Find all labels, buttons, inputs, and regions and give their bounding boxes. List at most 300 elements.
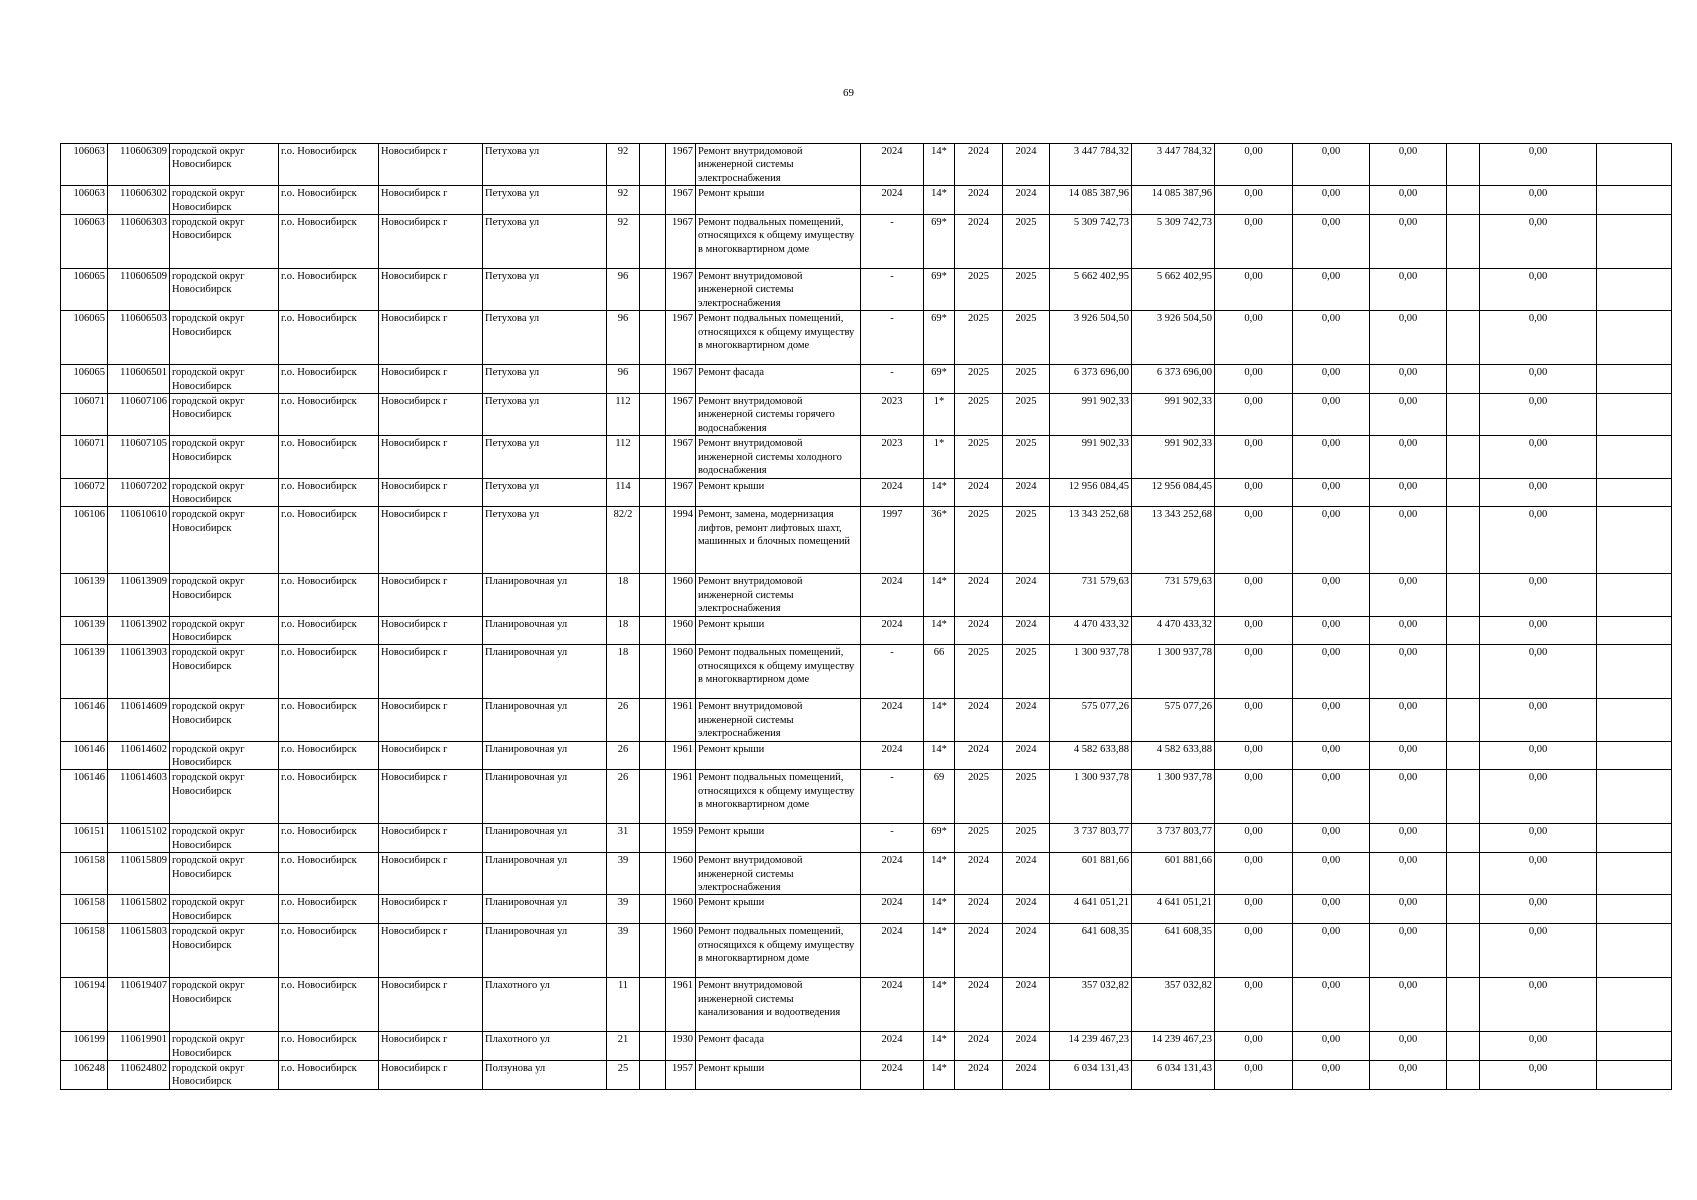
table-row: [61, 186, 1672, 215]
cell-sum1: 5 662 402,95: [1050, 269, 1132, 311]
cell-code: 110606501: [108, 365, 170, 394]
cell-mun: г.о. Новосибирск: [279, 895, 379, 924]
cell-v6: [1597, 365, 1672, 394]
cell-house: 26: [607, 741, 640, 770]
cell-v4: [1447, 645, 1480, 699]
cell-v2: 0,00: [1293, 436, 1370, 478]
cell-v2: 0,00: [1293, 215, 1370, 269]
cell-work: Ремонт подвальных помещений, относящихся к общему имуществу в многоквартирном доме: [696, 215, 861, 269]
cell-v5: 0,00: [1480, 478, 1597, 507]
cell-v1: 0,00: [1215, 616, 1293, 645]
cell-v4: [1447, 436, 1480, 478]
cell-v5: 0,00: [1480, 144, 1597, 186]
cell-mun: г.о. Новосибирск: [279, 1032, 379, 1061]
cell-house: 21: [607, 1032, 640, 1061]
cell-v2: 0,00: [1293, 269, 1370, 311]
cell-v3: 0,00: [1370, 645, 1447, 699]
cell-y2: 2025: [955, 824, 1003, 853]
cell-v1: 0,00: [1215, 978, 1293, 1032]
cell-note: 1*: [924, 394, 955, 436]
cell-v5: 0,00: [1480, 645, 1597, 699]
cell-street: Петухова ул: [483, 269, 607, 311]
cell-work: Ремонт крыши: [696, 895, 861, 924]
cell-work: Ремонт внутридомовой инженерной системы холодного водоснабжения: [696, 436, 861, 478]
cell-house: 92: [607, 215, 640, 269]
cell-y1: 2024: [861, 978, 924, 1032]
cell-okrug: городской округ Новосибирск: [170, 824, 279, 853]
table-row: [61, 645, 1672, 699]
cell-note: 14*: [924, 895, 955, 924]
cell-y2: 2024: [955, 144, 1003, 186]
cell-corp: [640, 1061, 666, 1090]
cell-y1: 2024: [861, 1061, 924, 1090]
cell-sum1: 991 902,33: [1050, 436, 1132, 478]
cell-v6: [1597, 574, 1672, 616]
cell-sum1: 13 343 252,68: [1050, 507, 1132, 574]
cell-id: 106146: [61, 699, 108, 741]
page-number: 69: [843, 87, 854, 99]
cell-work: Ремонт внутридомовой инженерной системы канализования и водоотведения: [696, 978, 861, 1032]
cell-v1: 0,00: [1215, 311, 1293, 365]
cell-sum2: 3 737 803,77: [1132, 824, 1215, 853]
cell-y3: 2024: [1003, 616, 1050, 645]
cell-id: 106065: [61, 365, 108, 394]
cell-sum2: 5 662 402,95: [1132, 269, 1215, 311]
cell-house: 96: [607, 365, 640, 394]
cell-v3: 0,00: [1370, 436, 1447, 478]
cell-city: Новосибирск г: [379, 507, 483, 574]
cell-y3: 2024: [1003, 144, 1050, 186]
cell-y2: 2024: [955, 1032, 1003, 1061]
cell-code: 110606302: [108, 186, 170, 215]
cell-v3: 0,00: [1370, 144, 1447, 186]
cell-note: 1*: [924, 436, 955, 478]
cell-work: Ремонт фасада: [696, 365, 861, 394]
cell-v1: 0,00: [1215, 478, 1293, 507]
cell-v5: 0,00: [1480, 186, 1597, 215]
cell-street: Планировочная ул: [483, 645, 607, 699]
cell-v3: 0,00: [1370, 574, 1447, 616]
cell-work: Ремонт крыши: [696, 741, 861, 770]
cell-v4: [1447, 699, 1480, 741]
cell-code: 110613902: [108, 616, 170, 645]
cell-okrug: городской округ Новосибирск: [170, 144, 279, 186]
cell-y2: 2025: [955, 365, 1003, 394]
cell-id: 106063: [61, 144, 108, 186]
cell-y2: 2024: [955, 978, 1003, 1032]
cell-okrug: городской округ Новосибирск: [170, 616, 279, 645]
cell-year: 1960: [666, 895, 696, 924]
table-row: [61, 574, 1672, 616]
cell-okrug: городской округ Новосибирск: [170, 574, 279, 616]
cell-y1: 2023: [861, 394, 924, 436]
cell-city: Новосибирск г: [379, 1061, 483, 1090]
cell-y2: 2025: [955, 436, 1003, 478]
cell-v1: 0,00: [1215, 853, 1293, 895]
cell-note: 14*: [924, 924, 955, 978]
cell-v1: 0,00: [1215, 574, 1293, 616]
cell-y3: 2025: [1003, 311, 1050, 365]
cell-y2: 2024: [955, 699, 1003, 741]
cell-street: Планировочная ул: [483, 824, 607, 853]
cell-sum2: 575 077,26: [1132, 699, 1215, 741]
cell-city: Новосибирск г: [379, 895, 483, 924]
cell-y3: 2025: [1003, 394, 1050, 436]
cell-code: 110606503: [108, 311, 170, 365]
cell-v4: [1447, 311, 1480, 365]
table-row: [61, 311, 1672, 365]
cell-v5: 0,00: [1480, 311, 1597, 365]
cell-mun: г.о. Новосибирск: [279, 741, 379, 770]
cell-v3: 0,00: [1370, 269, 1447, 311]
cell-work: Ремонт подвальных помещений, относящихся к общему имуществу в многоквартирном доме: [696, 924, 861, 978]
table-row: [61, 394, 1672, 436]
cell-y1: 2024: [861, 699, 924, 741]
cell-work: Ремонт внутридомовой инженерной системы электроснабжения: [696, 269, 861, 311]
table-row: [61, 507, 1672, 574]
cell-street: Планировочная ул: [483, 853, 607, 895]
cell-corp: [640, 478, 666, 507]
cell-v3: 0,00: [1370, 365, 1447, 394]
cell-okrug: городской округ Новосибирск: [170, 186, 279, 215]
cell-v2: 0,00: [1293, 924, 1370, 978]
cell-id: 106065: [61, 311, 108, 365]
cell-v2: 0,00: [1293, 978, 1370, 1032]
cell-v1: 0,00: [1215, 215, 1293, 269]
cell-corp: [640, 144, 666, 186]
cell-v6: [1597, 645, 1672, 699]
cell-city: Новосибирск г: [379, 186, 483, 215]
cell-y1: 1997: [861, 507, 924, 574]
cell-v4: [1447, 741, 1480, 770]
cell-note: 14*: [924, 1032, 955, 1061]
cell-y3: 2024: [1003, 478, 1050, 507]
cell-v2: 0,00: [1293, 365, 1370, 394]
cell-v1: 0,00: [1215, 770, 1293, 824]
cell-v3: 0,00: [1370, 895, 1447, 924]
cell-house: 112: [607, 394, 640, 436]
cell-year: 1961: [666, 699, 696, 741]
cell-work: Ремонт подвальных помещений, относящихся к общему имуществу в многоквартирном доме: [696, 311, 861, 365]
cell-y3: 2024: [1003, 853, 1050, 895]
cell-year: 1967: [666, 394, 696, 436]
cell-mun: г.о. Новосибирск: [279, 186, 379, 215]
cell-v1: 0,00: [1215, 824, 1293, 853]
cell-sum1: 4 470 433,32: [1050, 616, 1132, 645]
cell-sum2: 12 956 084,45: [1132, 478, 1215, 507]
cell-id: 106146: [61, 770, 108, 824]
cell-mun: г.о. Новосибирск: [279, 699, 379, 741]
cell-v4: [1447, 616, 1480, 645]
cell-id: 106194: [61, 978, 108, 1032]
cell-v6: [1597, 478, 1672, 507]
cell-v3: 0,00: [1370, 616, 1447, 645]
table-row: [61, 824, 1672, 853]
cell-mun: г.о. Новосибирск: [279, 215, 379, 269]
cell-v2: 0,00: [1293, 1061, 1370, 1090]
cell-code: 110614603: [108, 770, 170, 824]
cell-street: Планировочная ул: [483, 770, 607, 824]
cell-y2: 2024: [955, 478, 1003, 507]
cell-note: 14*: [924, 978, 955, 1032]
cell-v5: 0,00: [1480, 978, 1597, 1032]
cell-house: 39: [607, 895, 640, 924]
cell-sum2: 357 032,82: [1132, 978, 1215, 1032]
cell-y1: -: [861, 215, 924, 269]
table-body: [61, 144, 1672, 1090]
cell-v6: [1597, 215, 1672, 269]
cell-street: Петухова ул: [483, 478, 607, 507]
cell-y2: 2024: [955, 853, 1003, 895]
cell-code: 110615809: [108, 853, 170, 895]
cell-v5: 0,00: [1480, 1061, 1597, 1090]
cell-code: 110614609: [108, 699, 170, 741]
cell-y3: 2025: [1003, 645, 1050, 699]
cell-v4: [1447, 574, 1480, 616]
cell-v4: [1447, 478, 1480, 507]
cell-v4: [1447, 853, 1480, 895]
cell-id: 106199: [61, 1032, 108, 1061]
cell-sum2: 991 902,33: [1132, 394, 1215, 436]
cell-house: 25: [607, 1061, 640, 1090]
cell-year: 1961: [666, 978, 696, 1032]
cell-work: Ремонт крыши: [696, 186, 861, 215]
cell-note: 14*: [924, 699, 955, 741]
cell-v4: [1447, 269, 1480, 311]
cell-code: 110613903: [108, 645, 170, 699]
cell-v5: 0,00: [1480, 215, 1597, 269]
cell-mun: г.о. Новосибирск: [279, 1061, 379, 1090]
cell-v2: 0,00: [1293, 741, 1370, 770]
cell-y1: 2024: [861, 144, 924, 186]
table-row: [61, 144, 1672, 186]
cell-v4: [1447, 215, 1480, 269]
cell-city: Новосибирск г: [379, 478, 483, 507]
cell-v6: [1597, 1061, 1672, 1090]
cell-year: 1967: [666, 311, 696, 365]
cell-house: 18: [607, 616, 640, 645]
cell-v3: 0,00: [1370, 699, 1447, 741]
table-row: [61, 741, 1672, 770]
cell-v4: [1447, 924, 1480, 978]
cell-work: Ремонт внутридомовой инженерной системы горячего водоснабжения: [696, 394, 861, 436]
cell-code: 110615802: [108, 895, 170, 924]
cell-v2: 0,00: [1293, 895, 1370, 924]
cell-v1: 0,00: [1215, 269, 1293, 311]
cell-id: 106151: [61, 824, 108, 853]
cell-street: Плахотного ул: [483, 978, 607, 1032]
cell-note: 14*: [924, 144, 955, 186]
cell-id: 106248: [61, 1061, 108, 1090]
cell-y1: 2024: [861, 616, 924, 645]
cell-corp: [640, 311, 666, 365]
cell-mun: г.о. Новосибирск: [279, 978, 379, 1032]
cell-year: 1967: [666, 478, 696, 507]
cell-work: Ремонт внутридомовой инженерной системы электроснабжения: [696, 144, 861, 186]
cell-note: 14*: [924, 616, 955, 645]
table-row: [61, 365, 1672, 394]
cell-v4: [1447, 895, 1480, 924]
cell-street: Петухова ул: [483, 394, 607, 436]
cell-mun: г.о. Новосибирск: [279, 770, 379, 824]
cell-okrug: городской округ Новосибирск: [170, 311, 279, 365]
cell-okrug: городской округ Новосибирск: [170, 365, 279, 394]
cell-v5: 0,00: [1480, 574, 1597, 616]
cell-v5: 0,00: [1480, 824, 1597, 853]
cell-city: Новосибирск г: [379, 645, 483, 699]
cell-y3: 2024: [1003, 574, 1050, 616]
cell-y2: 2025: [955, 645, 1003, 699]
cell-city: Новосибирск г: [379, 311, 483, 365]
cell-code: 110607105: [108, 436, 170, 478]
table-row: [61, 478, 1672, 507]
cell-v4: [1447, 144, 1480, 186]
cell-id: 106158: [61, 924, 108, 978]
cell-sum2: 6 373 696,00: [1132, 365, 1215, 394]
cell-sum1: 601 881,66: [1050, 853, 1132, 895]
cell-house: 31: [607, 824, 640, 853]
cell-sum1: 12 956 084,45: [1050, 478, 1132, 507]
cell-v3: 0,00: [1370, 186, 1447, 215]
cell-y3: 2024: [1003, 741, 1050, 770]
cell-year: 1967: [666, 186, 696, 215]
cell-v6: [1597, 1032, 1672, 1061]
cell-v6: [1597, 507, 1672, 574]
cell-y1: 2024: [861, 924, 924, 978]
cell-y1: 2024: [861, 478, 924, 507]
cell-v6: [1597, 269, 1672, 311]
cell-sum1: 641 608,35: [1050, 924, 1132, 978]
cell-code: 110610610: [108, 507, 170, 574]
cell-okrug: городской округ Новосибирск: [170, 741, 279, 770]
cell-note: 14*: [924, 853, 955, 895]
cell-year: 1961: [666, 741, 696, 770]
cell-mun: г.о. Новосибирск: [279, 394, 379, 436]
cell-sum1: 357 032,82: [1050, 978, 1132, 1032]
cell-city: Новосибирск г: [379, 394, 483, 436]
cell-y1: 2023: [861, 436, 924, 478]
cell-city: Новосибирск г: [379, 853, 483, 895]
cell-y2: 2024: [955, 616, 1003, 645]
cell-v5: 0,00: [1480, 741, 1597, 770]
cell-v4: [1447, 394, 1480, 436]
cell-v5: 0,00: [1480, 507, 1597, 574]
cell-id: 106063: [61, 186, 108, 215]
cell-corp: [640, 824, 666, 853]
cell-work: Ремонт крыши: [696, 824, 861, 853]
cell-city: Новосибирск г: [379, 616, 483, 645]
cell-year: 1960: [666, 645, 696, 699]
cell-house: 39: [607, 853, 640, 895]
cell-y3: 2024: [1003, 924, 1050, 978]
cell-v5: 0,00: [1480, 394, 1597, 436]
cell-okrug: городской округ Новосибирск: [170, 507, 279, 574]
cell-okrug: городской округ Новосибирск: [170, 770, 279, 824]
cell-sum1: 3 926 504,50: [1050, 311, 1132, 365]
cell-v1: 0,00: [1215, 924, 1293, 978]
cell-work: Ремонт крыши: [696, 478, 861, 507]
cell-okrug: городской округ Новосибирск: [170, 1032, 279, 1061]
cell-street: Планировочная ул: [483, 699, 607, 741]
cell-sum2: 991 902,33: [1132, 436, 1215, 478]
repair-registry-table: [60, 143, 1672, 1090]
cell-y3: 2025: [1003, 436, 1050, 478]
cell-v2: 0,00: [1293, 144, 1370, 186]
cell-code: 110607106: [108, 394, 170, 436]
cell-mun: г.о. Новосибирск: [279, 853, 379, 895]
cell-y2: 2025: [955, 269, 1003, 311]
cell-v5: 0,00: [1480, 853, 1597, 895]
cell-v5: 0,00: [1480, 365, 1597, 394]
cell-v1: 0,00: [1215, 144, 1293, 186]
cell-year: 1967: [666, 365, 696, 394]
cell-y3: 2025: [1003, 215, 1050, 269]
cell-work: Ремонт, замена, модернизация лифтов, ремонт лифтовых шахт, машинных и блочных помещений: [696, 507, 861, 574]
cell-id: 106158: [61, 895, 108, 924]
cell-sum1: 6 034 131,43: [1050, 1061, 1132, 1090]
cell-year: 1960: [666, 924, 696, 978]
cell-v6: [1597, 770, 1672, 824]
cell-corp: [640, 186, 666, 215]
cell-v2: 0,00: [1293, 507, 1370, 574]
cell-v5: 0,00: [1480, 269, 1597, 311]
cell-v2: 0,00: [1293, 699, 1370, 741]
table-row: [61, 924, 1672, 978]
cell-house: 92: [607, 144, 640, 186]
cell-city: Новосибирск г: [379, 824, 483, 853]
cell-v3: 0,00: [1370, 741, 1447, 770]
cell-sum1: 731 579,63: [1050, 574, 1132, 616]
cell-sum1: 3 447 784,32: [1050, 144, 1132, 186]
cell-y3: 2025: [1003, 824, 1050, 853]
cell-code: 110614602: [108, 741, 170, 770]
table-row: [61, 895, 1672, 924]
cell-sum2: 4 641 051,21: [1132, 895, 1215, 924]
cell-house: 26: [607, 770, 640, 824]
cell-street: Петухова ул: [483, 311, 607, 365]
cell-v1: 0,00: [1215, 394, 1293, 436]
cell-code: 110615102: [108, 824, 170, 853]
cell-y2: 2025: [955, 770, 1003, 824]
cell-code: 110619901: [108, 1032, 170, 1061]
cell-sum2: 1 300 937,78: [1132, 645, 1215, 699]
cell-v4: [1447, 1061, 1480, 1090]
cell-code: 110606309: [108, 144, 170, 186]
cell-y3: 2025: [1003, 365, 1050, 394]
cell-house: 92: [607, 186, 640, 215]
cell-sum2: 4 470 433,32: [1132, 616, 1215, 645]
cell-v1: 0,00: [1215, 699, 1293, 741]
cell-v5: 0,00: [1480, 699, 1597, 741]
cell-v4: [1447, 1032, 1480, 1061]
cell-v6: [1597, 394, 1672, 436]
cell-work: Ремонт подвальных помещений, относящихся к общему имуществу в многоквартирном доме: [696, 770, 861, 824]
cell-y3: 2024: [1003, 1032, 1050, 1061]
cell-mun: г.о. Новосибирск: [279, 645, 379, 699]
cell-sum2: 5 309 742,73: [1132, 215, 1215, 269]
cell-id: 106071: [61, 394, 108, 436]
cell-city: Новосибирск г: [379, 978, 483, 1032]
cell-mun: г.о. Новосибирск: [279, 478, 379, 507]
cell-sum2: 14 239 467,23: [1132, 1032, 1215, 1061]
cell-y1: -: [861, 311, 924, 365]
cell-y3: 2025: [1003, 507, 1050, 574]
cell-v1: 0,00: [1215, 507, 1293, 574]
cell-okrug: городской округ Новосибирск: [170, 699, 279, 741]
table-row: [61, 1061, 1672, 1090]
cell-id: 106158: [61, 853, 108, 895]
cell-v6: [1597, 699, 1672, 741]
